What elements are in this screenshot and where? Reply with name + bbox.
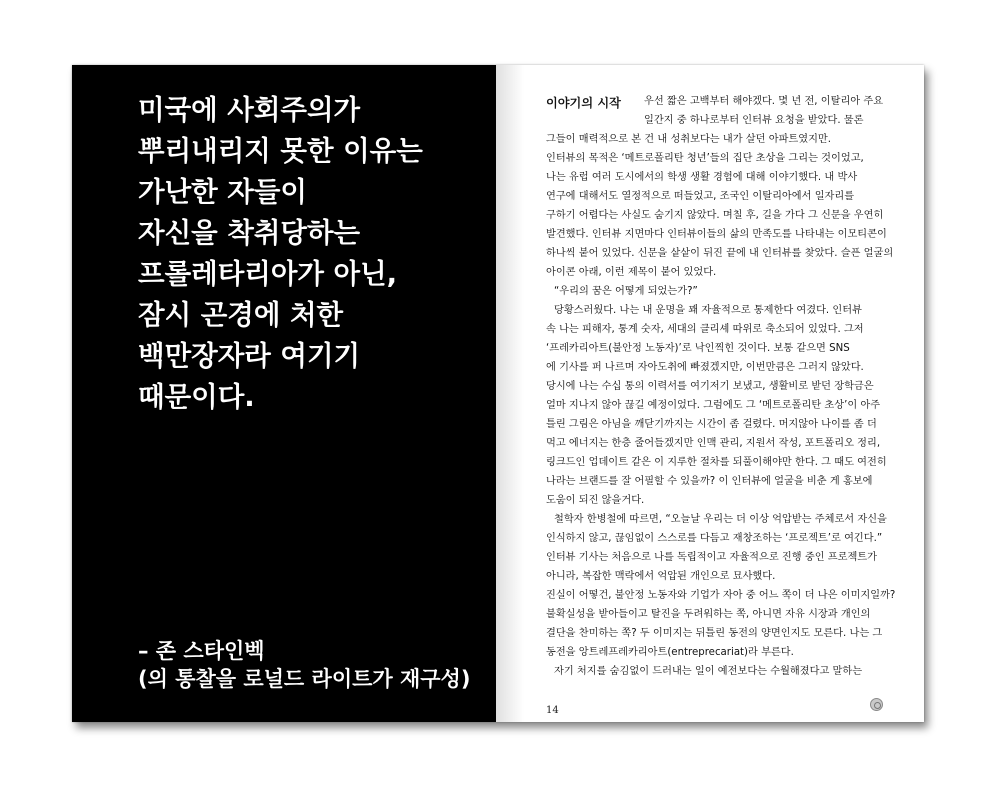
body-line: 동전을 앙트레프레카리아트(entreprecariat)라 부른다. [546, 647, 794, 658]
body-line: 도움이 되진 않을거다. [546, 495, 645, 506]
body-line: 틀린 그림은 아님을 깨닫기까지는 시간이 좀 걸렸다. 머지않아 나이를 좀 더 [546, 419, 877, 430]
attribution-note: (의 통찰을 로널드 라이트가 재구성) [138, 667, 471, 691]
body-line: 인터뷰의 목적은 ‘메트로폴리탄 청년’들의 집단 초상을 그리는 것이었고, [546, 153, 864, 164]
body-line: 철학자 한병철에 따르면, “오늘날 우리는 더 이상 억압받는 주체로서 자신을 [554, 514, 887, 525]
body-line: ‘프레카리아트(불안정 노동자)’로 낙인찍힌 것이다. 보통 같으면 SNS [546, 343, 850, 354]
page-number: 14 [546, 705, 559, 716]
quote-line: 가난한 자들이 [138, 176, 307, 208]
body-line: 당황스러웠다. 나는 내 운명을 꽤 자율적으로 통제한다 여겼다. 인터뷰 [554, 305, 862, 316]
quote-line: 자신을 착취당하는 [138, 217, 361, 249]
body-line: 인식하지 않고, 끊임없이 스스로를 다듬고 재창조하는 ‘프로젝트’로 여긴다.” [546, 533, 883, 544]
body-line: 인터뷰 기사는 처음으로 나를 독립적이고 자율적으로 진행 중인 프로젝트가 [546, 552, 877, 563]
right-page [496, 65, 924, 722]
body-line: 일간지 중 하나로부터 인터뷰 요청을 받았다. 물론 [644, 115, 864, 126]
body-line: 먹고 에너지는 한층 줄어들겠지만 인맥 관리, 지원서 작성, 포트폴리오 정리, [546, 438, 881, 449]
book-spread [72, 65, 924, 722]
body-line: 그들이 매력적으로 본 건 내 성취보다는 내가 살던 아파트였지만. [546, 134, 832, 145]
pull-quote [138, 90, 478, 418]
left-page [72, 65, 496, 722]
body-line: 불확실성을 받아들이고 탈진을 두려워하는 쪽, 아니면 자유 시장과 개인의 [546, 609, 871, 620]
body-line: 당시에 나는 수십 통의 이력서를 여기저기 보냈고, 생활비로 받던 장학금은 [546, 381, 874, 392]
quote-line: 프롤레타리아가 아닌, [138, 258, 398, 290]
body-line: 진실이 어떻건, 불안정 노동자와 기업가 자아 중 어느 쪽이 더 나은 이미지일까? [546, 590, 896, 601]
attribution-author: – 존 스타인벡 [138, 639, 265, 663]
body-line: 구하기 어렵다는 사실도 숨기지 않았다. 며칠 후, 길을 가다 그 신문을 우연히 [546, 210, 884, 221]
body-line: 얼마 지나지 않아 끊길 예정이었다. 그럼에도 그 ‘메트로폴리탄 초상’이 아주 [546, 400, 881, 411]
quote-line: 백만장자라 여기기 [138, 340, 361, 372]
body-line: “우리의 꿈은 어떻게 되었는가?” [554, 286, 698, 297]
body-line: 자기 처지를 숨김없이 드러내는 일이 예전보다는 수월해졌다고 말하는 [554, 666, 863, 677]
body-line: 연구에 대해서도 열정적으로 떠들었고, 조국인 이탈리아에서 일자리를 [546, 191, 855, 202]
quote-line: 때문이다. [138, 381, 255, 413]
body-line: 나는 유럽 여러 도시에서의 학생 생활 경험에 대해 이야기했다. 내 박사 [546, 172, 858, 183]
body-line: 아이콘 아래, 이런 제목이 붙어 있었다. [546, 267, 717, 278]
body-line: 결단을 찬미하는 쪽? 두 이미지는 뒤틀린 동전의 양면인지도 모른다. 나는 그 [546, 628, 883, 639]
body-line: 링크드인 업데이트 같은 이 지루한 절차를 되풀이해야만 한다. 그 때도 여전히 [546, 457, 887, 468]
quote-line: 미국에 사회주의가 [138, 94, 361, 126]
quote-attribution [138, 637, 470, 693]
quote-line: 뿌리내리지 못한 이유는 [138, 135, 423, 167]
body-line: 에 기사를 퍼 나르며 자아도취에 빠졌겠지만, 이번만큼은 그러지 않았다. [546, 362, 864, 373]
body-line: 나라는 브랜드를 잘 어필할 수 있을까? 이 인터뷰에 얼굴을 비춘 게 홍보에 [546, 476, 873, 487]
section-title: 이야기의 시작 [546, 96, 621, 110]
body-line: 우선 짧은 고백부터 해야겠다. 몇 년 전, 이탈리아 주요 [644, 96, 884, 107]
body-line: 속 나는 피해자, 통계 숫자, 세대의 클리셰 따위로 축소되어 있었다. 그저 [546, 324, 864, 335]
quote-line: 잠시 곤경에 처한 [138, 299, 344, 331]
body-line: 하나씩 붙어 있었다. 신문을 샅샅이 뒤진 끝에 내 인터뷰를 찾았다. 슬픈 얼굴의 [546, 248, 894, 259]
body-line: 아니라, 복잡한 맥락에서 억압된 개인으로 묘사했다. [546, 571, 776, 582]
circle-logo-icon [870, 698, 883, 711]
body-line: 발견했다. 인터뷰 지면마다 인터뷰이들의 삶의 만족도를 나타내는 이모티콘이 [546, 229, 887, 240]
